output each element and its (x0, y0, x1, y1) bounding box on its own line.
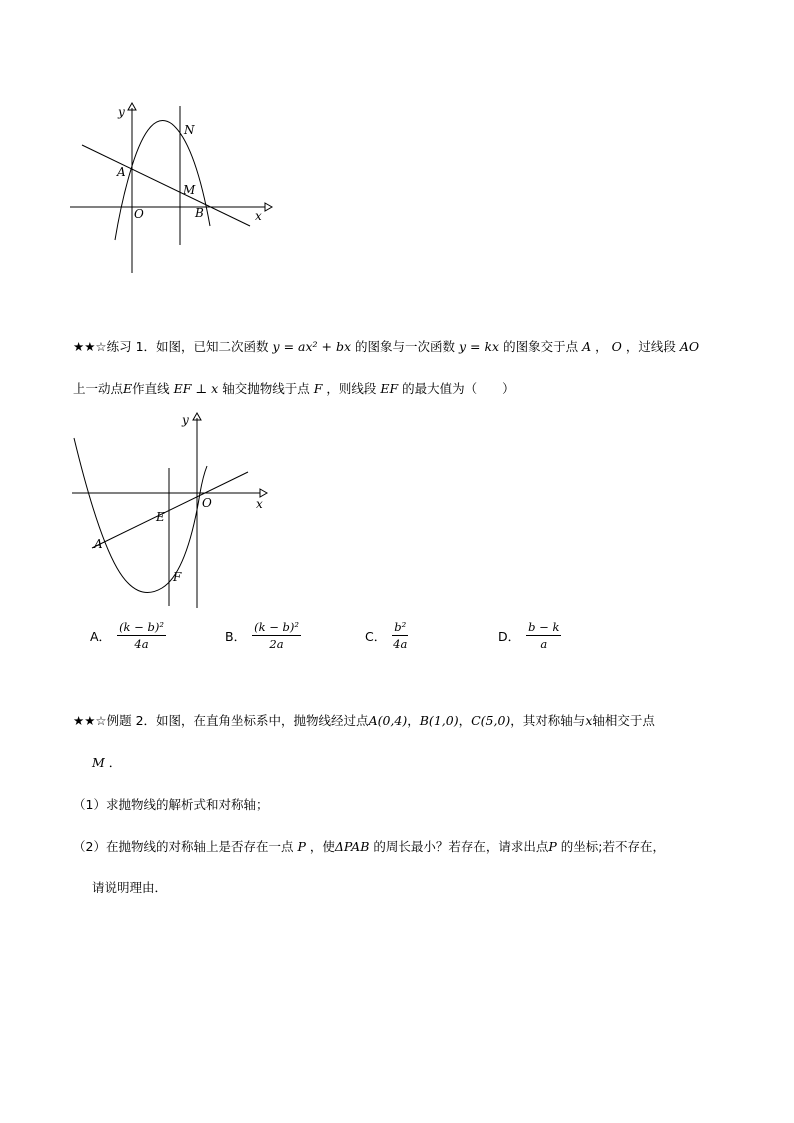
x-axis-arrow (265, 203, 272, 211)
exercise-1-line-2: 上一动点E作直线 EF ⊥ x 轴交抛物线于点 F ，则线段 EF 的最大值为（ ） (73, 381, 515, 396)
example-2-line-2: M ． (92, 755, 122, 770)
option-a[interactable]: A． $\frac{\text{(k − b)²}}{4a}$ (90, 620, 164, 651)
label-A: A (117, 165, 126, 179)
option-a-fraction: $\frac{\text{(k − b)²}}{4a}$ (119, 620, 164, 651)
question-1: （1）求抛物线的解析式和对称轴； (73, 797, 269, 812)
option-d[interactable]: D． $\frac{b - k}{a}$ (498, 620, 560, 651)
figure-1-parabola-line (60, 98, 280, 278)
label-E: E (156, 510, 165, 524)
option-c[interactable]: C． $\frac{\text{b²}}{4a}$ (365, 620, 408, 651)
label-y: y (118, 105, 125, 119)
label-M: M (183, 183, 196, 197)
option-c-fraction: $\frac{\text{b²}}{4a}$ (393, 620, 408, 651)
option-b-fraction: $\frac{\text{(k − b)²}}{2a}$ (254, 620, 299, 651)
label-N: N (184, 123, 195, 137)
straight-line (82, 145, 250, 226)
label-F: F (173, 570, 182, 584)
option-d-fraction: $\frac{b - k}{a}$ (528, 620, 560, 651)
x-axis-arrow (260, 489, 267, 497)
label-y: y (182, 413, 189, 427)
label-x: x (256, 497, 263, 511)
parabola-curve (74, 438, 207, 593)
figure-2-parabola-line (62, 408, 277, 613)
exercise-1-line-1: ★★☆练习 1．如图，已知二次函数 y = ax² + bx 的图象与一次函数 y = kx 的图象交于点 A ， O ，过线段 AO (73, 339, 700, 354)
example-2-line-1: ★★☆例题 2．如图，在直角坐标系中，抛物线经过点A(0,4)，B(1,0)，C(5,0)，其对称轴与x轴相交于点 (73, 713, 655, 728)
parabola-curve (115, 121, 210, 240)
label-B: B (195, 206, 204, 220)
label-O: O (202, 496, 212, 510)
option-b[interactable]: B． $\frac{\text{(k − b)²}}{2a}$ (225, 620, 299, 651)
label-x: x (255, 209, 262, 223)
straight-line (92, 472, 248, 548)
stars: ★★☆ (73, 713, 107, 728)
question-2-line-2: 请说明理由． (92, 880, 168, 895)
question-2-line-1: （2）在抛物线的对称轴上是否存在一点 P ，使ΔPAB 的周长最小？若存在，请求出点P 的坐标;若不存在， (73, 839, 666, 854)
stars: ★★☆ (73, 339, 107, 354)
label-A: A (94, 537, 103, 551)
label-O: O (134, 207, 144, 221)
